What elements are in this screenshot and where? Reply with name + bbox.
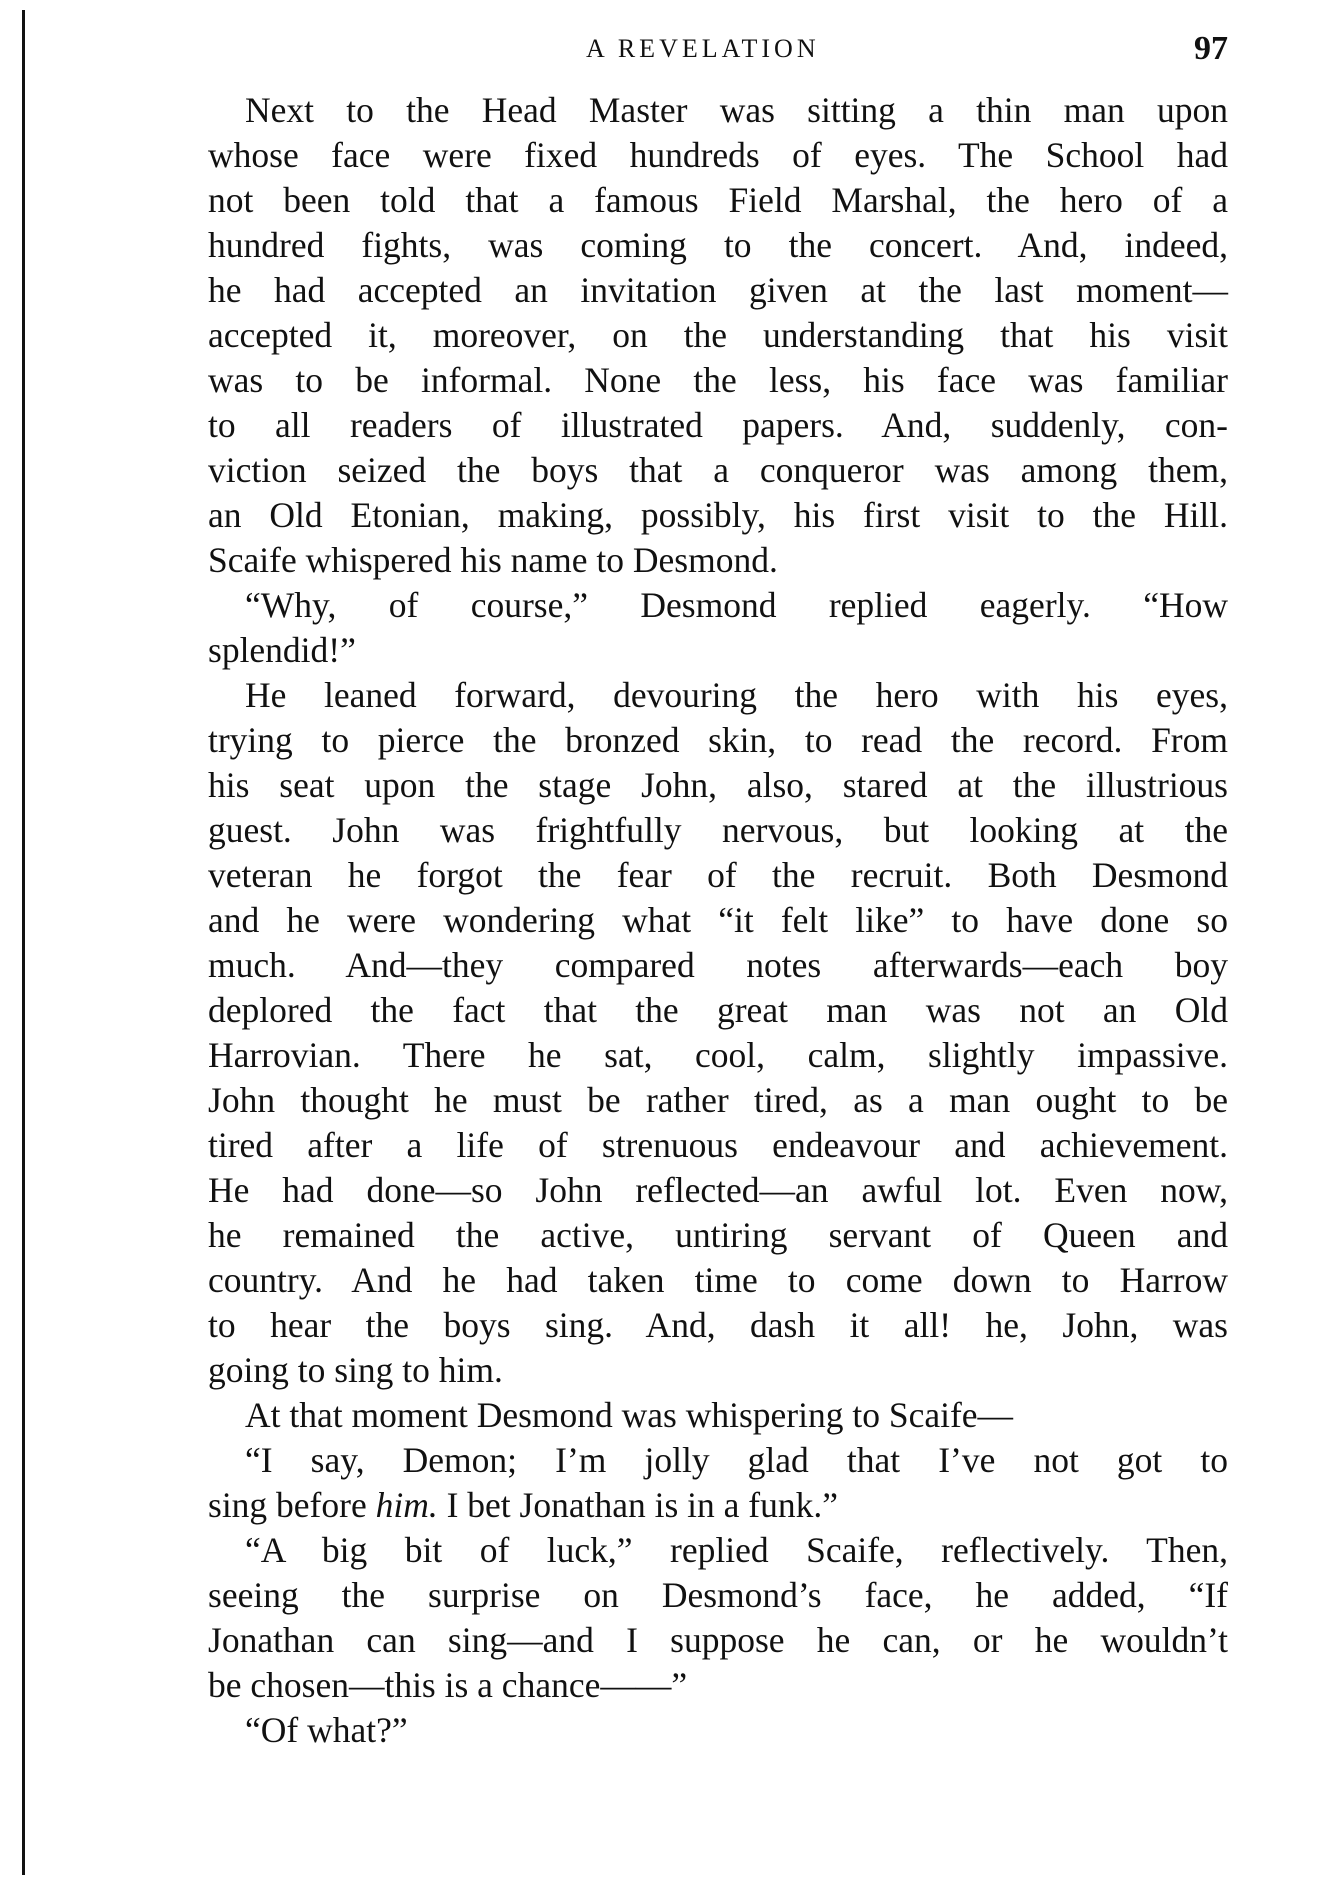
text-line [208, 1303, 1228, 1348]
line-text: tired after a life of strenuous endeavour and achievement. [208, 1125, 1228, 1165]
text-line [208, 1078, 1228, 1123]
running-title: A REVELATION [586, 34, 820, 63]
line-text: going to sing to him. [208, 1350, 503, 1390]
text-line [208, 1708, 1228, 1753]
text-line [208, 1168, 1228, 1213]
line-text: seeing the surprise on Desmond’s face, he added, “If [208, 1575, 1228, 1615]
text-line [208, 808, 1228, 853]
text-line [208, 1483, 1228, 1528]
body-text [208, 88, 1228, 1753]
line-text: and he were wondering what “it felt like” to have done so [208, 900, 1228, 940]
text-line [208, 763, 1228, 808]
line-text: “A big bit of luck,” replied Scaife, reflectively. Then, [245, 1530, 1228, 1570]
text-line [208, 268, 1228, 313]
line-text: viction seized the boys that a conqueror was among them, [208, 450, 1228, 490]
text-line [208, 718, 1228, 763]
text-line [208, 133, 1228, 178]
line-text: He had done—so John reflected—an awful lot. Even now, [208, 1170, 1228, 1210]
text-line [208, 538, 1228, 583]
line-text: trying to pierce the bronzed skin, to read the record. From [208, 720, 1228, 760]
line-text: not been told that a famous Field Marshal, the hero of a [208, 180, 1228, 220]
text-line [208, 88, 1228, 133]
line-text: he remained the active, untiring servant of Queen and [208, 1215, 1228, 1255]
line-text-continued: I bet Jonathan is in a funk.” [437, 1485, 838, 1525]
text-line [208, 223, 1228, 268]
text-line [208, 358, 1228, 403]
text-line [208, 1528, 1228, 1573]
line-text: he had accepted an invitation given at the last moment— [208, 270, 1228, 310]
line-text: He leaned forward, devouring the hero with his eyes, [245, 675, 1228, 715]
text-line [208, 853, 1228, 898]
line-text: veteran he forgot the fear of the recruit. Both Desmond [208, 855, 1228, 895]
line-text: accepted it, moreover, on the understanding that his visit [208, 315, 1228, 355]
line-text: to all readers of illustrated papers. And, suddenly, con- [208, 405, 1228, 445]
text-line [208, 943, 1228, 988]
text-line [208, 1213, 1228, 1258]
text-line [208, 1123, 1228, 1168]
line-text: sing before [208, 1485, 367, 1525]
text-line [208, 673, 1228, 718]
line-text: Harrovian. There he sat, cool, calm, slightly impassive. [208, 1035, 1228, 1075]
text-line [208, 403, 1228, 448]
page-number: 97 [1194, 30, 1228, 67]
line-text: Jonathan can sing—and I suppose he can, or he wouldn’t [208, 1620, 1228, 1660]
line-text: to hear the boys sing. And, dash it all! he, John, was [208, 1305, 1228, 1345]
line-text: be chosen—this is a chance——” [208, 1665, 688, 1705]
line-text: guest. John was frightfully nervous, but looking at the [208, 810, 1228, 850]
line-text: country. And he had taken time to come down to Harrow [208, 1260, 1228, 1300]
line-text: At that moment Desmond was whispering to Scaife— [245, 1395, 1014, 1435]
page-edge-line [22, 10, 25, 1875]
text-line [208, 1618, 1228, 1663]
line-text: deplored the fact that the great man was not an Old [208, 990, 1228, 1030]
line-text: “I say, Demon; I’m jolly glad that I’ve not got to [245, 1440, 1228, 1480]
line-text: “Why, of course,” Desmond replied eagerly. “How [245, 585, 1228, 625]
text-line [208, 1348, 1228, 1393]
text-line [208, 988, 1228, 1033]
line-text: whose face were fixed hundreds of eyes. The School had [208, 135, 1228, 175]
line-text: much. And—they compared notes afterwards—each boy [208, 945, 1228, 985]
line-text: Scaife whispered his name to Desmond. [208, 540, 778, 580]
line-text: “Of what?” [245, 1710, 408, 1750]
text-line [208, 583, 1228, 628]
text-line [208, 1663, 1228, 1708]
running-header [208, 30, 1228, 78]
line-text: Next to the Head Master was sitting a thin man upon [245, 90, 1228, 130]
line-text: an Old Etonian, making, possibly, his first visit to the Hill. [208, 495, 1228, 535]
line-italic-text: him. [375, 1485, 438, 1525]
line-text: splendid!” [208, 630, 356, 670]
text-line [208, 1438, 1228, 1483]
text-line [208, 628, 1228, 673]
text-line [208, 1573, 1228, 1618]
text-line [208, 448, 1228, 493]
line-text: his seat upon the stage John, also, stared at the illustrious [208, 765, 1228, 805]
text-line [208, 1258, 1228, 1303]
line-text: John thought he must be rather tired, as a man ought to be [208, 1080, 1228, 1120]
line-text: hundred fights, was coming to the concert. And, indeed, [208, 225, 1228, 265]
text-line [208, 898, 1228, 943]
text-line [208, 1393, 1228, 1438]
text-line [208, 178, 1228, 223]
line-text: was to be informal. None the less, his face was familiar [208, 360, 1228, 400]
text-line [208, 313, 1228, 358]
text-line [208, 1033, 1228, 1078]
text-line [208, 493, 1228, 538]
